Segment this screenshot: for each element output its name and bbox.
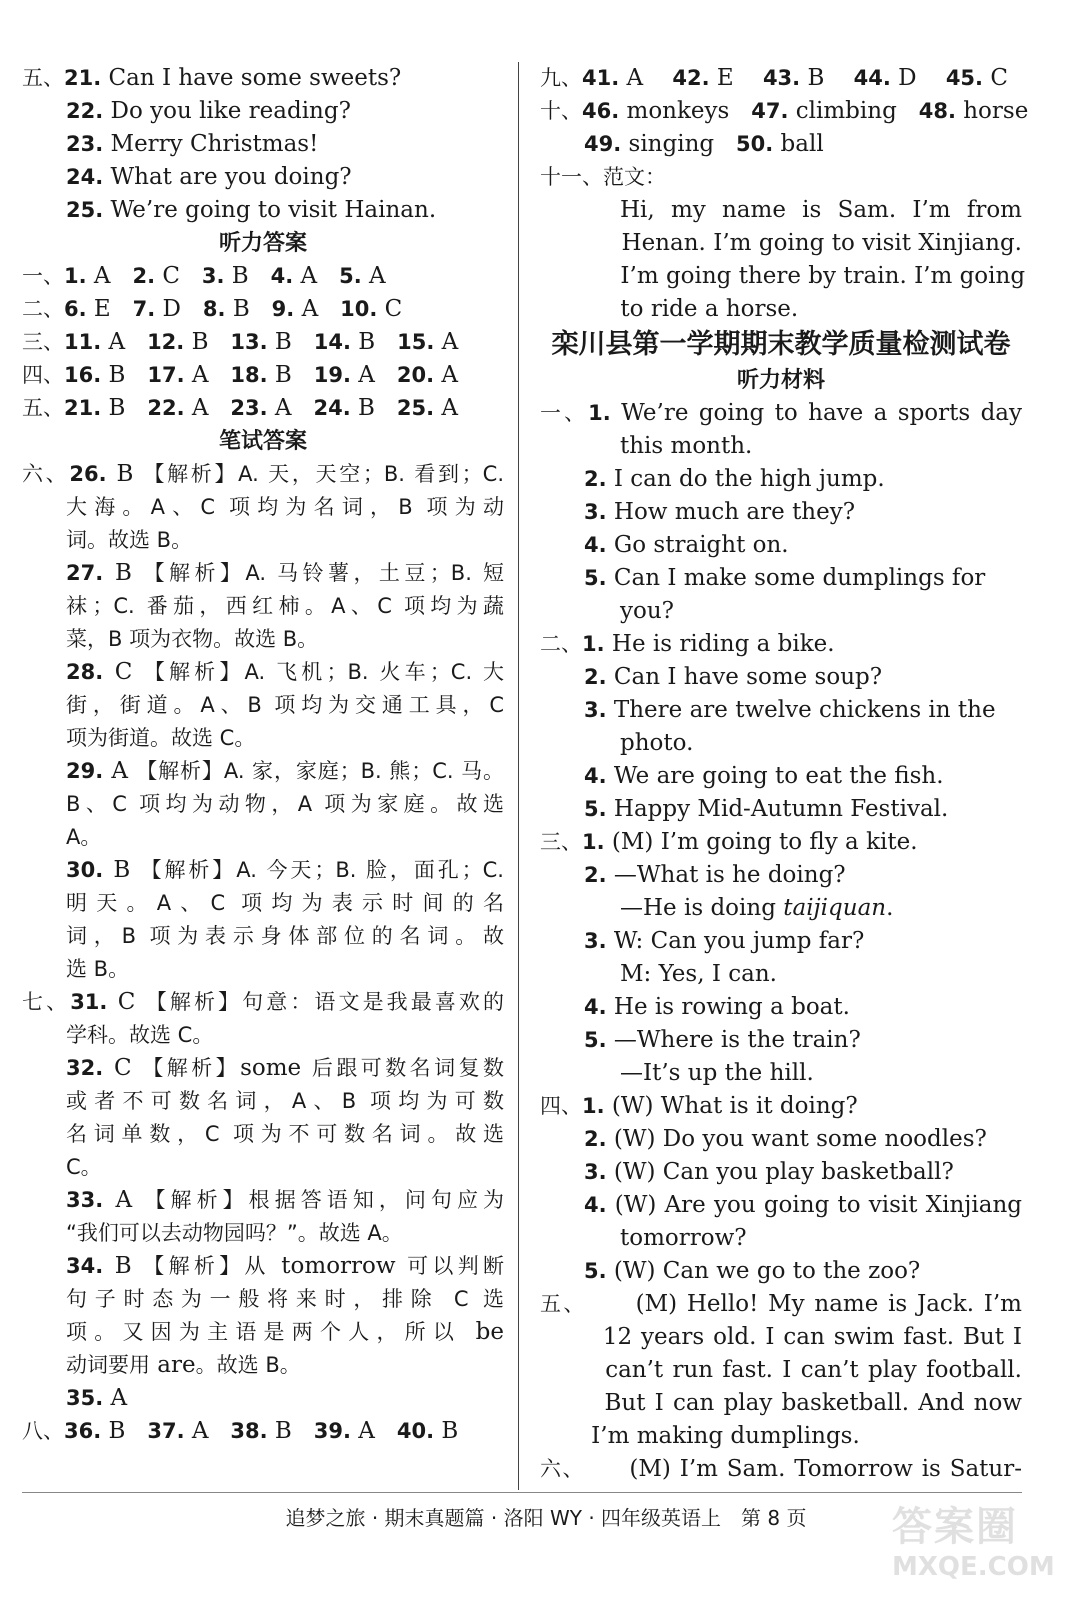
left-line-21: 29. A 【解析】A. 家，家庭；B. 熊；C. 马。 (66, 758, 504, 784)
right-line-27: M: Yes, I can. (620, 961, 777, 987)
right-line-17: 二、1. He is riding a bike. (540, 631, 835, 657)
left-line-9: 四、16. B 17. A 18. B 19. A 20. A (22, 362, 458, 388)
left-line-20: 项为街道。故选 C。 (66, 726, 256, 750)
left-line-14: 词。故选 B。 (66, 528, 193, 552)
column-divider (518, 62, 519, 1490)
right-line-30: —It’s up the hill. (620, 1060, 814, 1086)
left-line-13: 大海。A、C 项均为名词，B 项为动 (66, 495, 504, 519)
right-line-33: 3. (W) Can you play basketball? (584, 1159, 954, 1185)
left-line-10: 五、21. B 22. A 23. A 24. B 25. A (22, 395, 458, 421)
left-line-31: 或者不可数名词，A、B 项均为可数 (66, 1089, 504, 1113)
left-line-24: 30. B 【解析】A. 今天；B. 脸，面孔；C. (66, 857, 504, 883)
left-line-3: 24. What are you doing? (66, 164, 352, 190)
right-line-3: 十一、范文： (540, 165, 666, 189)
right-line-8: 栾川县第一学期期末教学质量检测试卷 (551, 329, 1011, 360)
watermark (892, 1495, 1062, 1585)
right-line-25: —He is doing taijiquan. (620, 895, 894, 921)
right-line-7: to ride a horse. (540, 296, 799, 322)
watermark-url: MXQE.COM (892, 1552, 1055, 1582)
left-column (22, 62, 504, 1448)
right-line-15: 5. Can I make some dumplings for (584, 565, 986, 591)
left-line-8: 三、11. A 12. B 13. B 14. B 15. A (22, 329, 459, 355)
right-line-4: Hi, my name is Sam. I’m from (620, 197, 1022, 223)
right-line-10: 一、1. We’re going to have a sports day (540, 400, 1022, 426)
right-line-29: 5. —Where is the train? (584, 1027, 861, 1053)
right-line-21: 4. We are going to eat the fish. (584, 763, 944, 789)
left-line-37: 句子时态为一般将来时，排除 C 选 (66, 1287, 504, 1311)
left-line-12: 六、26. B 【解析】A. 天，天空；B. 看到；C. (22, 461, 505, 487)
right-line-9: 听力材料 (736, 368, 825, 393)
right-line-20: photo. (620, 730, 694, 756)
right-line-42: 六、 (M) I’m Sam. Tomorrow is Satur- (540, 1456, 1022, 1482)
left-line-7: 二、6. E 7. D 8. B 9. A 10. C (22, 296, 403, 322)
right-line-12: 2. I can do the high jump. (584, 466, 885, 492)
left-line-36: 34. B 【解析】从 tomorrow 可以判断 (66, 1253, 504, 1279)
right-line-38: 12 years old. I can swim fast. But I (540, 1324, 1022, 1350)
left-line-41: 八、36. B 37. A 38. B 39. A 40. B (22, 1418, 459, 1444)
right-line-6: I’m going there by train. I’m going (540, 263, 1026, 289)
left-line-26: 词，B 项为表示身体部位的名词。故 (66, 924, 504, 948)
left-line-27: 选 B。 (66, 957, 130, 981)
left-line-22: B、C 项均为动物，A 项为家庭。故选 (66, 792, 504, 816)
right-column (540, 62, 1029, 1486)
left-line-30: 32. C 【解析】some 后跟可数名词复数 (66, 1055, 504, 1081)
footer-rule (22, 1492, 1022, 1493)
left-line-2: 23. Merry Christmas! (66, 131, 319, 157)
left-line-34: 33. A 【解析】根据答语知，问句应为 (66, 1187, 505, 1213)
right-line-0: 九、41. A 42. E 43. B 44. D 45. C (540, 65, 1008, 91)
right-line-2: 49. singing 50. ball (584, 131, 824, 157)
right-line-39: can’t run fast. I can’t play football. (540, 1357, 1022, 1383)
left-line-40: 35. A (66, 1385, 128, 1411)
right-line-1: 十、46. monkeys 47. climbing 48. horse (540, 98, 1029, 124)
right-line-5: Henan. I’m going to visit Xinjiang. (540, 230, 1022, 256)
right-line-19: 3. There are twelve chickens in the (584, 697, 996, 723)
right-line-37: 五、 (M) Hello! My name is Jack. I’m (540, 1291, 1022, 1317)
right-line-16: you? (620, 598, 674, 624)
left-line-0: 五、21. Can I have some sweets? (22, 65, 402, 91)
left-line-39: 动词要用 are。故选 B。 (66, 1352, 301, 1378)
right-line-24: 2. —What is he doing? (584, 862, 846, 888)
left-line-28: 七、31. C 【解析】句意：语文是我最喜欢的 (22, 989, 505, 1015)
right-line-28: 4. He is rowing a boat. (584, 994, 850, 1020)
left-line-1: 22. Do you like reading? (66, 98, 351, 124)
left-line-38: 项。又因为主语是两个人，所以 be (66, 1319, 504, 1345)
right-line-35: tomorrow? (620, 1225, 747, 1251)
right-line-34: 4. (W) Are you going to visit Xinjiang (584, 1192, 1022, 1218)
right-line-41: I’m making dumplings. (540, 1423, 860, 1449)
left-line-15: 27. B 【解析】A. 马铃薯，土豆；B. 短 (66, 560, 504, 586)
left-line-18: 28. C 【解析】A. 飞机；B. 火车；C. 大 (66, 659, 504, 685)
right-line-26: 3. W: Can you jump far? (584, 928, 865, 954)
left-line-35: “我们可以去动物园吗？”。故选 A。 (66, 1221, 403, 1245)
left-line-5: 听力答案 (218, 231, 307, 256)
right-line-11: this month. (620, 433, 753, 459)
left-line-32: 名词单数，C 项为不可数名词。故选 (66, 1122, 504, 1146)
right-line-14: 4. Go straight on. (584, 532, 789, 558)
left-line-17: 菜，B 项为衣物。故选 B。 (66, 627, 319, 651)
left-line-29: 学科。故选 C。 (66, 1023, 214, 1047)
right-line-40: But I can play basketball. And now (540, 1390, 1022, 1416)
right-line-32: 2. (W) Do you want some noodles? (584, 1126, 987, 1152)
left-line-11: 笔试答案 (218, 429, 307, 454)
right-line-13: 3. How much are they? (584, 499, 856, 525)
left-line-23: A。 (66, 825, 102, 849)
left-line-16: 袜；C. 番茄，西红柿。A、C 项均为蔬 (66, 594, 504, 618)
right-line-31: 四、1. (W) What is it doing? (540, 1093, 858, 1119)
left-line-25: 明天。A、C 项均为表示时间的名 (66, 891, 504, 915)
left-line-33: C。 (66, 1155, 102, 1179)
right-line-22: 5. Happy Mid-Autumn Festival. (584, 796, 949, 822)
left-line-6: 一、1. A 2. C 3. B 4. A 5. A (22, 263, 386, 289)
right-line-18: 2. Can I have some soup? (584, 664, 883, 690)
left-line-4: 25. We’re going to visit Hainan. (66, 197, 437, 223)
watermark-logo: 答案圈 (892, 1504, 1018, 1550)
right-line-36: 5. (W) Can we go to the zoo? (584, 1258, 921, 1284)
page-footer: 追梦之旅 · 期末真题篇 · 洛阳 WY · 四年级英语上 第 8 页 (285, 1506, 807, 1530)
left-line-19: 街，街道。A、B 项均为交通工具，C (66, 693, 504, 717)
right-line-23: 三、1. (M) I’m going to fly a kite. (540, 829, 918, 855)
